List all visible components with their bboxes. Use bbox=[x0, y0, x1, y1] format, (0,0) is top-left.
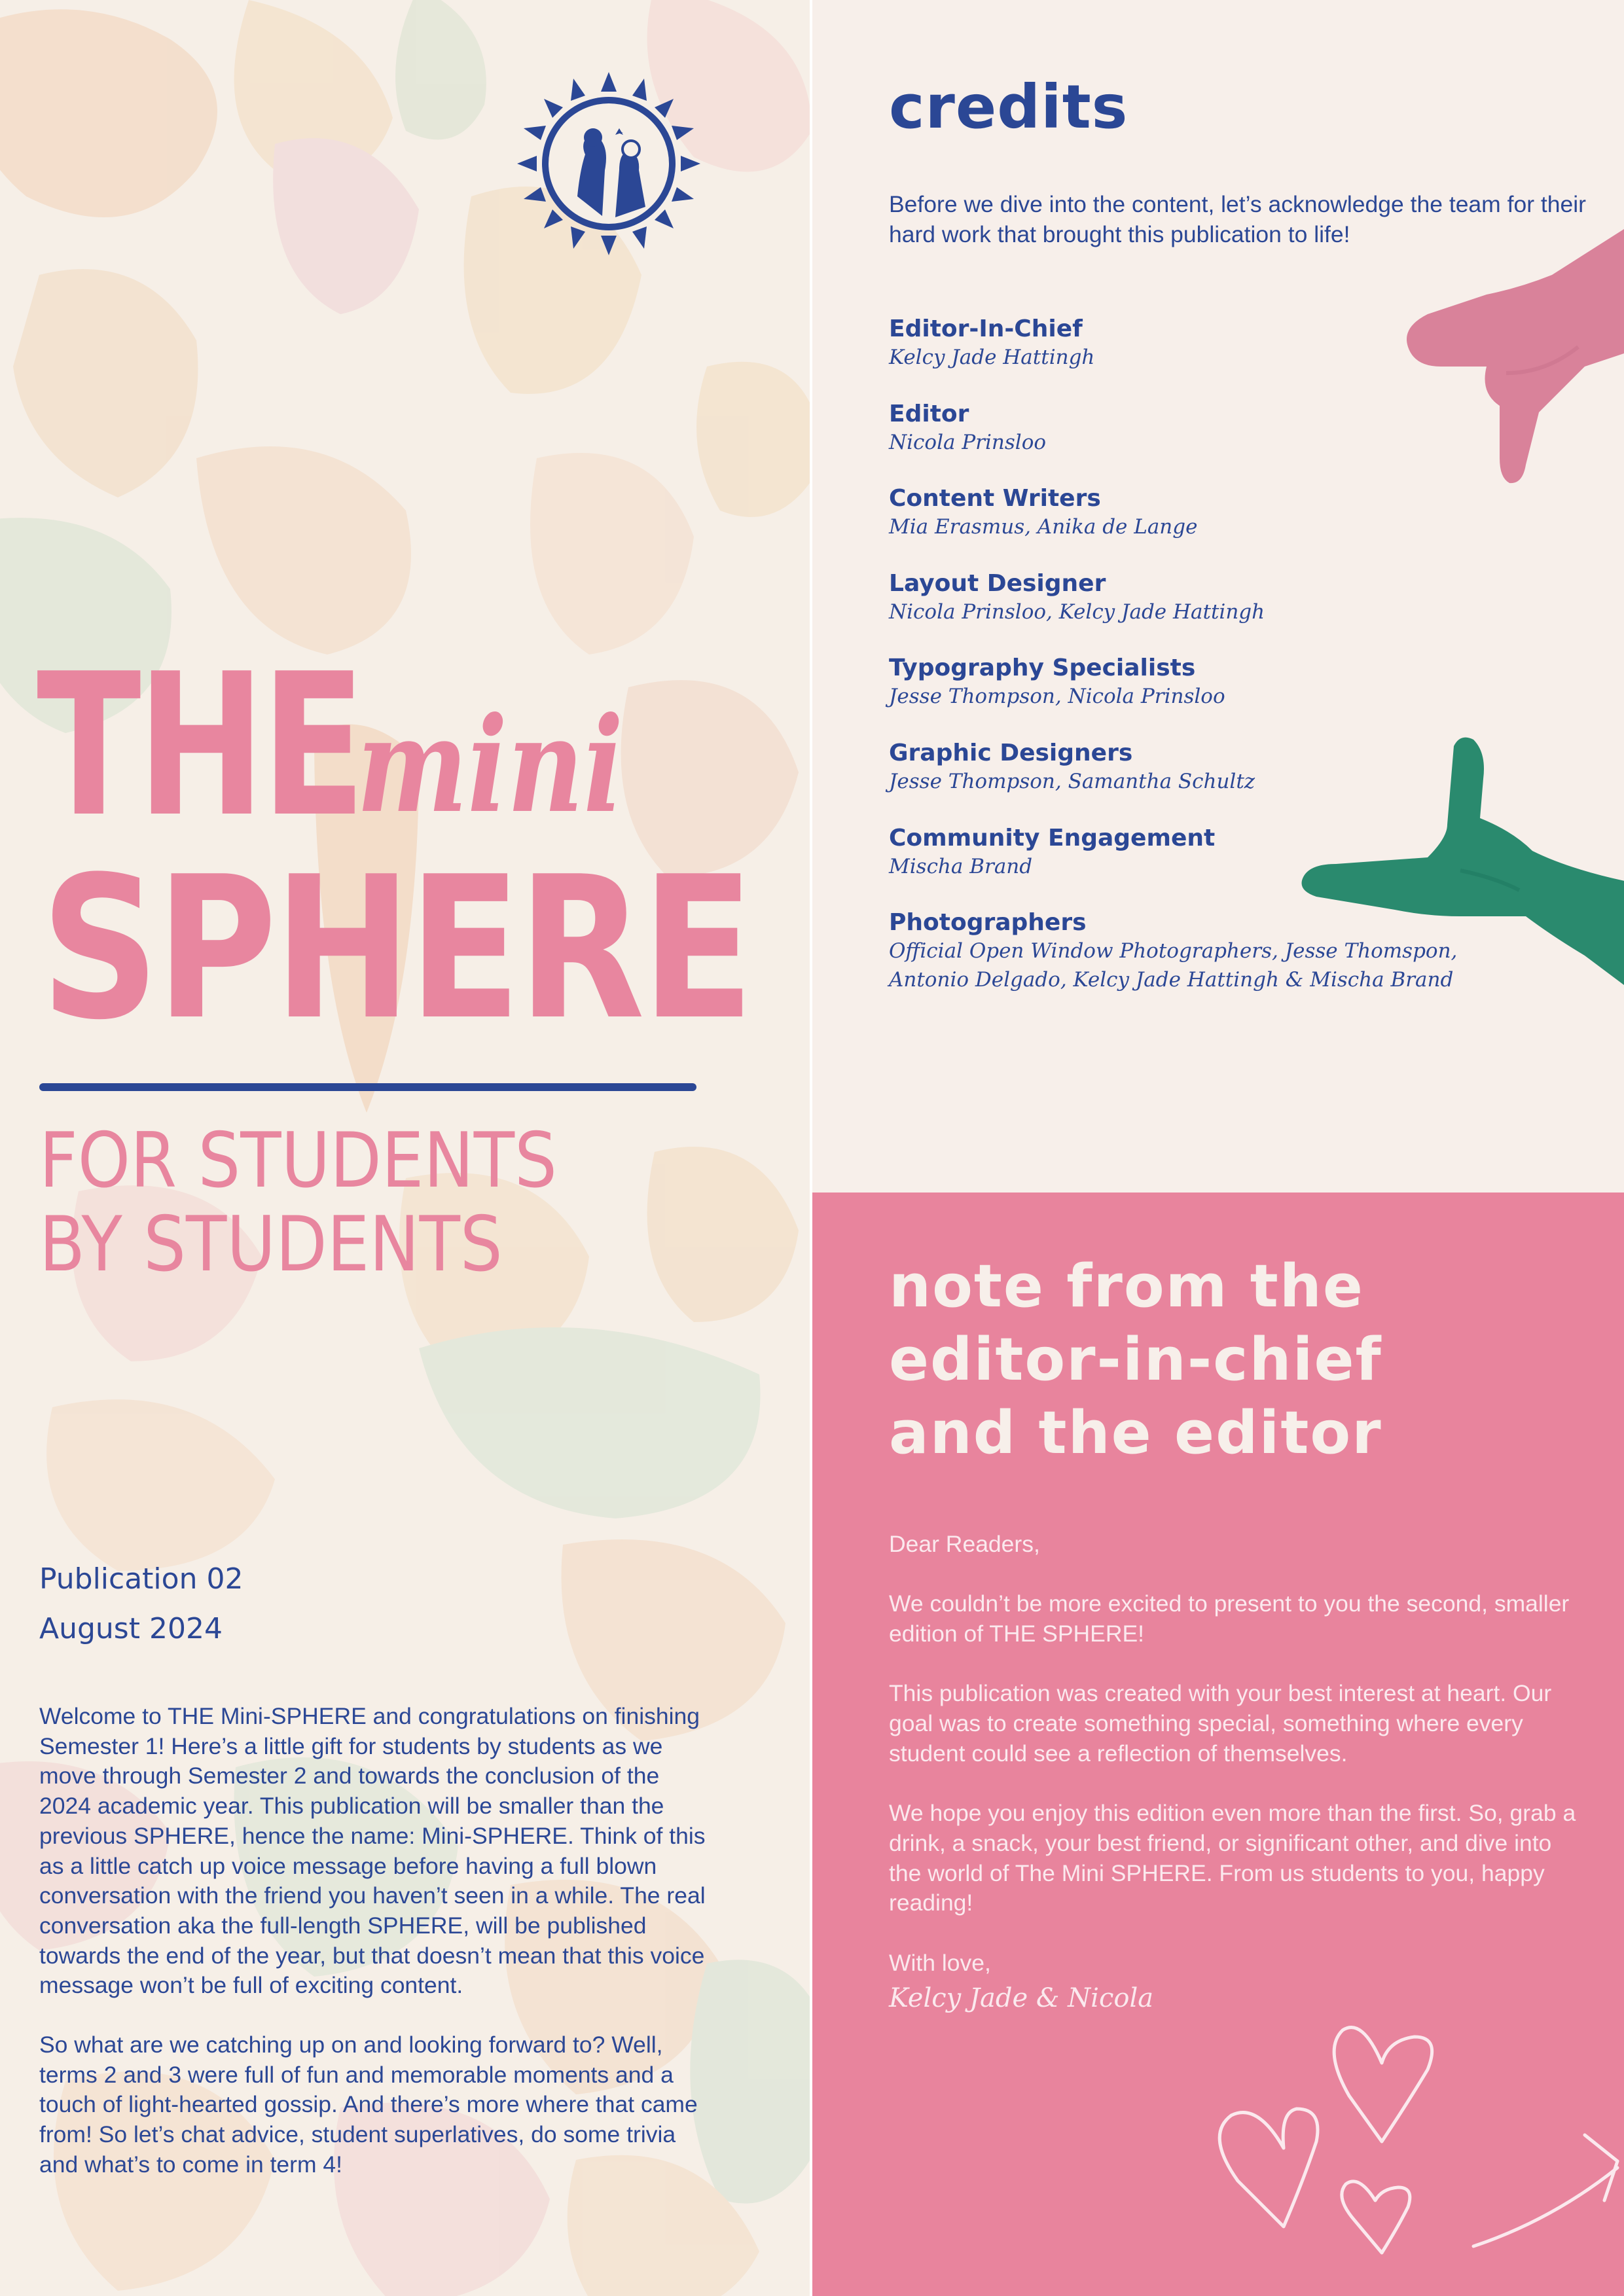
note-closing: With love, bbox=[889, 1949, 991, 1976]
cover-panel bbox=[0, 0, 810, 2296]
note-signature: Kelcy Jade & Nicola bbox=[889, 1983, 1154, 2013]
credit-names: Jesse Thompson, Samantha Schultz bbox=[889, 769, 1255, 793]
publication-number: Publication 02 bbox=[39, 1562, 244, 1596]
credit-names: Mia Erasmus, Anika de Lange bbox=[889, 515, 1198, 539]
credit-item bbox=[889, 825, 1557, 910]
publication-date: August 2024 bbox=[39, 1612, 223, 1645]
credit-item bbox=[889, 909, 1478, 994]
tagline bbox=[39, 1119, 557, 1287]
welcome-text bbox=[39, 1702, 707, 2180]
credit-role: Photographers bbox=[889, 909, 1087, 937]
note-body bbox=[889, 1530, 1589, 1978]
credit-item bbox=[889, 570, 1557, 655]
publication-info bbox=[39, 1554, 243, 1654]
note-paragraph: This publication was created with your best interest at heart. Our goal was to create something special, something where every student could see a reflection of themselves. bbox=[889, 1680, 1552, 1767]
credits-panel bbox=[812, 0, 1624, 1193]
note-paragraph: We couldn’t be more excited to present to you the second, smaller edition of THE SPHERE! bbox=[889, 1590, 1570, 1647]
hearts-doodle-icon bbox=[1185, 1945, 1624, 2296]
note-heading-line: and the editor bbox=[889, 1399, 1382, 1467]
note-heading bbox=[889, 1250, 1382, 1470]
credit-names: Nicola Prinsloo bbox=[889, 430, 1047, 454]
tagline-line-1: FOR STUDENTS bbox=[39, 1117, 557, 1205]
sun-logo-icon bbox=[517, 72, 700, 255]
credit-role: Graphic Designers bbox=[889, 739, 1133, 766]
note-heading-line: note from the bbox=[889, 1252, 1364, 1321]
note-paragraph: We hope you enjoy this edition even more than the first. So, grab a drink, a snack, your best friend, or significant other, and dive into the world of The Mini SPHERE. From us students to you, happy reading! bbox=[889, 1800, 1576, 1916]
credit-item bbox=[889, 485, 1557, 570]
credit-item bbox=[889, 315, 1557, 401]
credit-role: Content Writers bbox=[889, 485, 1101, 512]
credit-role: Editor bbox=[889, 400, 969, 427]
title-divider-rule bbox=[39, 1083, 696, 1091]
credit-names: Jesse Thompson, Nicola Prinsloo bbox=[889, 685, 1225, 709]
title-mini: mini bbox=[357, 689, 624, 842]
credit-item bbox=[889, 740, 1557, 825]
credit-names: Nicola Prinsloo, Kelcy Jade Hattingh bbox=[889, 600, 1265, 624]
credit-item bbox=[889, 655, 1557, 740]
note-salutation: Dear Readers, bbox=[889, 1531, 1040, 1557]
credit-role: Typography Specialists bbox=[889, 655, 1196, 682]
credit-item bbox=[889, 401, 1557, 486]
tagline-line-2: BY STUDENTS bbox=[39, 1200, 503, 1289]
credit-role: Editor-In-Chief bbox=[889, 315, 1083, 342]
credit-list bbox=[889, 315, 1557, 994]
welcome-paragraph: So what are we catching up on and looking forward to? Well, terms 2 and 3 were full of fun and memorable moments and a touch of light-hearted gossip. And there’s more where that came from! So let’s chat advice, student superlatives, do some trivia and what’s to come in term 4! bbox=[39, 2032, 698, 2178]
credit-role: Community Engagement bbox=[889, 824, 1216, 852]
editor-note-panel bbox=[812, 1193, 1624, 2296]
title-the: THE bbox=[37, 632, 362, 860]
credits-heading: credits bbox=[889, 72, 1128, 142]
title-sphere: SPHERE bbox=[41, 834, 751, 1063]
credits-intro: Before we dive into the content, let’s acknowledge the team for their hard work that brought this publication to life! bbox=[889, 191, 1586, 247]
credit-names: Official Open Window Photographers, Jesse Thomspon, Antonio Delgado, Kelcy Jade Hattingh & Mischa Brand bbox=[889, 939, 1458, 992]
credit-role: Layout Designer bbox=[889, 569, 1106, 597]
credit-names: Mischa Brand bbox=[889, 854, 1033, 878]
credit-names: Kelcy Jade Hattingh bbox=[889, 346, 1095, 369]
note-heading-line: editor-in-chief bbox=[889, 1325, 1382, 1394]
welcome-paragraph: Welcome to THE Mini-SPHERE and congratulations on finishing Semester 1! Here’s a little gift for students by students as we move through Semester 2 and towards the conclusion of the 2024 academic year. This publication will be smaller than the previous SPHERE, hence the name: Mini-SPHERE. Think of this as a little catch up voice message before having a full blown conversation with the friend you haven’t seen in a while. The real conversation aka the full-length SPHERE, will be published towards the end of the year, but that doesn’t mean that this voice message won’t be full of exciting content. bbox=[39, 1703, 706, 1999]
